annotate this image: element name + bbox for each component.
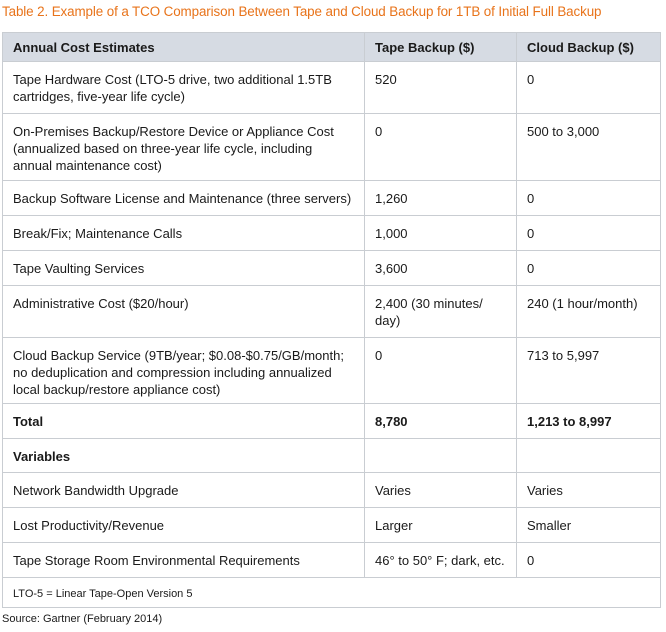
header-annual-cost: Annual Cost Estimates: [3, 33, 365, 62]
variables-row: [3, 439, 661, 473]
tape-value: Larger: [365, 508, 517, 543]
table-row: [3, 543, 661, 578]
row-label: Break/Fix; Maintenance Calls: [3, 216, 365, 251]
row-label: Tape Vaulting Services: [3, 251, 365, 286]
row-label: Lost Productivity/Revenue: [3, 508, 365, 543]
tape-value: 1,260: [365, 181, 517, 216]
cloud-total: 1,213 to 8,997: [517, 404, 661, 439]
row-label: Backup Software License and Maintenance (three servers): [3, 181, 365, 216]
table-row: [3, 338, 661, 404]
row-label: Network Bandwidth Upgrade: [3, 473, 365, 508]
variables-label: Variables: [3, 439, 365, 473]
cloud-value: 0: [517, 62, 661, 114]
table-title: Table 2. Example of a TCO Comparison Between Tape and Cloud Backup for 1TB of Initial Full Backup: [2, 4, 602, 19]
cloud-value: 0: [517, 251, 661, 286]
table-row: [3, 508, 661, 543]
header-tape-backup: Tape Backup ($): [365, 33, 517, 62]
cloud-value: 0: [517, 543, 661, 578]
cloud-value: Smaller: [517, 508, 661, 543]
tape-value: 2,400 (30 minutes/ day): [365, 286, 517, 338]
footnote-row: [3, 578, 661, 608]
cloud-value: 0: [517, 181, 661, 216]
tape-value: 3,600: [365, 251, 517, 286]
source-note: Source: Gartner (February 2014): [2, 613, 163, 625]
cloud-value: 240 (1 hour/month): [517, 286, 661, 338]
row-label: Tape Hardware Cost (LTO-5 drive, two additional 1.5TB cartridges, five-year life cycle): [3, 62, 365, 114]
table-row: [3, 473, 661, 508]
tco-table-container: [2, 32, 660, 608]
tape-value: Varies: [365, 473, 517, 508]
row-label: On-Premises Backup/Restore Device or Appliance Cost (annualized based on three-year life cycle, including annual maintenance cost): [3, 114, 365, 181]
footnote: LTO-5 = Linear Tape-Open Version 5: [3, 578, 661, 608]
total-row: [3, 404, 661, 439]
tape-value: 1,000: [365, 216, 517, 251]
cloud-value: 713 to 5,997: [517, 338, 661, 404]
tape-value: 520: [365, 62, 517, 114]
tape-value: [365, 439, 517, 473]
table-row: [3, 216, 661, 251]
tco-comparison-table: [2, 32, 661, 608]
total-label: Total: [3, 404, 365, 439]
cloud-value: 500 to 3,000: [517, 114, 661, 181]
cloud-value: Varies: [517, 473, 661, 508]
table-row: [3, 62, 661, 114]
tape-value: 0: [365, 114, 517, 181]
table-header-row: [3, 33, 661, 62]
table-row: [3, 181, 661, 216]
cloud-value: 0: [517, 216, 661, 251]
header-cloud-backup: Cloud Backup ($): [517, 33, 661, 62]
table-row: [3, 286, 661, 338]
tape-total: 8,780: [365, 404, 517, 439]
cloud-value: [517, 439, 661, 473]
table-row: [3, 114, 661, 181]
table-row: [3, 251, 661, 286]
tape-value: 46° to 50° F; dark, etc.: [365, 543, 517, 578]
row-label: Administrative Cost ($20/hour): [3, 286, 365, 338]
tape-value: 0: [365, 338, 517, 404]
row-label: Tape Storage Room Environmental Requirements: [3, 543, 365, 578]
row-label: Cloud Backup Service (9TB/year; $0.08-$0.75/GB/month; no deduplication and compression including annualized local backup/restore appliance cost): [3, 338, 365, 404]
